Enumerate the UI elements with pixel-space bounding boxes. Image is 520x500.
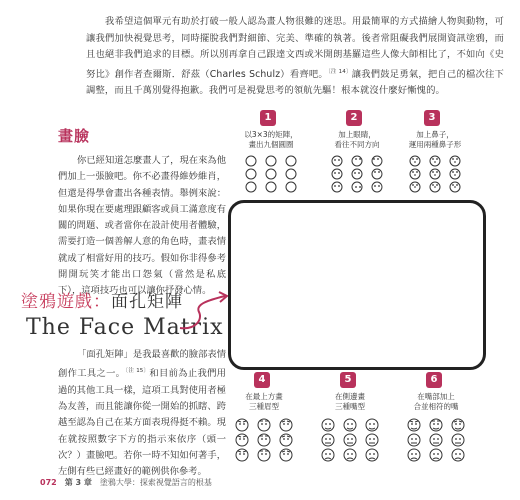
page-number: 072: [40, 478, 57, 487]
step-3-panel: [400, 110, 470, 195]
drawing-frame: [228, 200, 486, 370]
step-label: 加上鼻子， 運用兩種鼻子形: [408, 130, 462, 149]
intro-paragraph: 我希望這個單元有助於打破一般人認為畫人物很難的迷思。用最簡單的方式描繪人物與動物，可讓我們加快視覺思考，同時擺脫我們對細節、完美、準確的執著。後者常阻礙我們展開資訊塗鴉，而且也絕非我們追求的目標。所以別再拿自己跟達文西或米開朗基羅這些人像大師相比了，不如向《史努比》創作者查爾斯．舒茲（Charles Schulz）看齊吧。$^{〔注 14〕}$讓我們鼓足勇氣，把自己的檔次往下調整，而且千萬別覺得抱歉。我們可是視覺思考的領航先驅！根本就沒什麼好慚愧的。: [86, 16, 504, 97]
game-title-sub: 面孔矩陣: [111, 292, 183, 312]
curly-arrow-icon: [175, 290, 235, 335]
nose-grid-icon: [405, 154, 465, 194]
step-number: 2: [346, 110, 362, 126]
footnote-marker: 〔注 14〕: [327, 68, 352, 75]
footnote-marker: 〔注 15〕: [125, 368, 150, 375]
game-title: [21, 287, 183, 312]
step-label: 加上眼睛， 看往不同方向: [334, 130, 380, 149]
chapter-title: 塗鴉大學：探索視覺語言的根基: [99, 478, 212, 487]
full-faces-grid-icon: [403, 416, 469, 464]
step-number: 4: [254, 372, 270, 388]
body-paragraph-faces: 你已經知道怎麼畫人了，現在來為他們加上一張臉吧。你不必畫得維妙維肖，但還是得學會畫出各種表情。舉例來說：如果你現在要處理跟顧客或員工滿意度有關的問題、或者當你在設計使用者體驗，需要打造一個善解人意的角色時，畫表情就成了相當好用的技巧。假如你非得參考開開玩笑才能出口怨氣（當然是私底下），這項技巧也可以讓你抒發心情。: [58, 155, 226, 297]
step-label: 在嘴部加上 合並相符的嘴: [413, 392, 459, 411]
step-number: 3: [424, 110, 440, 126]
mouths-grid-icon: [317, 416, 383, 464]
step-label: 在最上方畫 三種眉型: [245, 392, 283, 411]
page-footer: [40, 477, 212, 488]
step-number: 6: [426, 372, 442, 388]
step-number: 5: [340, 372, 356, 388]
step-number: 1: [260, 110, 276, 126]
chapter-number: 第 3 章: [64, 478, 92, 487]
step-6-panel: [396, 372, 476, 472]
step-label: 以3×3的矩陣， 畫出九個圓圈: [244, 130, 298, 149]
body-paragraph-matrix: 「面孔矩陣」是我最喜歡的臉部表情創作工具之一。$^{〔注 15〕}$和目前為止我們用過的其他工具一樣，這項工具對使用者極為友善，而且能讓你從一開始的抓瞎、跨越至認為自己在某方面表現得挺不賴。現在就按照數字下方的指示來依序（頭一次？）畫臉吧。若你一時不知如何著手，左側有些已經畫好的範例供你參考。: [58, 349, 226, 478]
section-heading: 畫臉: [58, 127, 91, 145]
step-5-panel: [310, 372, 390, 472]
circle-grid-icon: [241, 154, 301, 194]
step-label: 在側邊畫 三種嘴型: [335, 392, 365, 411]
step-1-panel: [236, 110, 306, 195]
game-title-english: The Face Matrix: [26, 315, 224, 340]
step-4-panel: [224, 372, 304, 472]
eyes-grid-icon: [327, 154, 387, 194]
brows-grid-icon: [231, 416, 297, 464]
step-2-panel: [322, 110, 392, 195]
game-title-prefix: 塗鴉遊戲：: [21, 292, 111, 312]
